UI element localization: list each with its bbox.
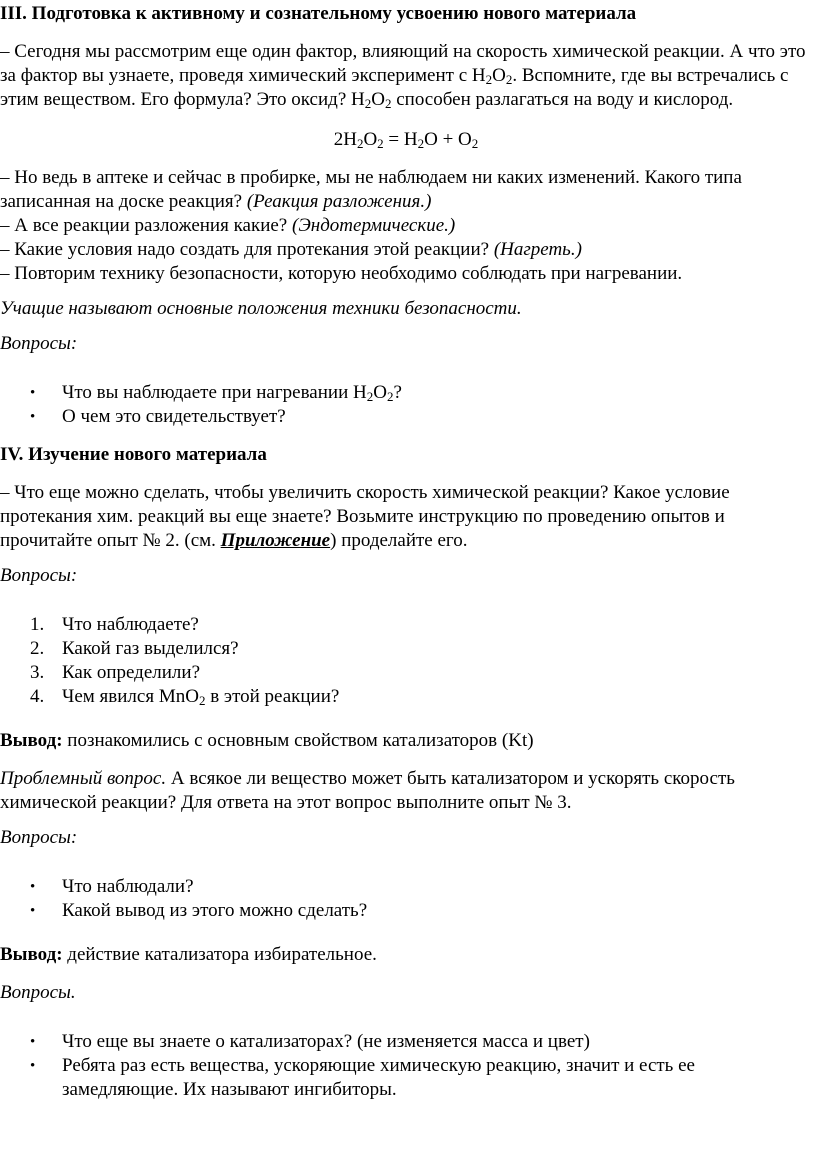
equation-part: O + O — [424, 129, 472, 150]
intro-text: – Что еще можно сделать, чтобы увеличить скорость химической реакции? Какое условие протекания хим. реакций вы еще знаете? Возьмите инструкцию по проведению опытов и прочитайте опыт № 2. (см. — [0, 482, 730, 551]
subscript: 2 — [198, 693, 206, 708]
problem-question — [0, 767, 812, 815]
questions-label: Вопросы. — [0, 982, 76, 1003]
list-item: • Какой вывод из этого можно сделать? — [62, 899, 812, 923]
dialogue-answer: (Нагреть.) — [493, 239, 582, 260]
dialogue-text: – Какие условия надо создать для протекания этой реакции? — [0, 239, 494, 260]
problem-label: Проблемный вопрос. — [0, 768, 167, 789]
list-item: • Что наблюдали? — [62, 875, 812, 899]
subscript: 2 — [485, 72, 493, 87]
questions-list — [0, 381, 812, 429]
dialogue-line — [0, 238, 812, 262]
subscript: 2 — [417, 136, 425, 151]
conclusion-1 — [0, 729, 812, 753]
dialogue-line — [0, 166, 812, 214]
reaction-equation — [0, 128, 812, 152]
subscript: 2 — [356, 136, 364, 151]
section-3-heading: III. Подготовка к активному и сознательному усвоению нового материала — [0, 3, 637, 24]
conclusion-label: Вывод: — [0, 730, 63, 751]
conclusion-label: Вывод: — [0, 944, 63, 965]
subscript: 2 — [364, 96, 372, 111]
item-text: Какой газ выделился? — [62, 638, 239, 659]
item-number: 4. — [30, 686, 45, 707]
questions-label: Вопросы: — [0, 827, 78, 848]
intro-text-2: O — [492, 65, 506, 86]
subscript: 2 — [505, 72, 513, 87]
questions-label: Вопросы: — [0, 333, 78, 354]
equation-part: = H — [383, 129, 418, 150]
section-4-intro — [0, 481, 812, 553]
dialogue-line — [0, 262, 812, 286]
intro-text-5: способен разлагаться на воду и кислород. — [391, 89, 734, 110]
item-text: ? — [393, 382, 402, 403]
equation-part: O — [363, 129, 378, 150]
section-3-intro — [0, 40, 812, 112]
dialogue-block — [0, 166, 812, 286]
item-text: Как определили? — [62, 662, 201, 683]
section-4-heading: IV. Изучение нового материала — [0, 444, 267, 465]
subscript: 2 — [386, 389, 394, 404]
subscript: 2 — [366, 389, 374, 404]
dialogue-text: – Повторим технику безопасности, которую необходимо соблюдать при нагревании. — [0, 263, 683, 284]
item-text: в этой реакции? — [205, 686, 340, 707]
intro-text-4: O — [371, 89, 385, 110]
item-text: Что вы наблюдаете при нагревании H — [62, 382, 367, 403]
item-text: O — [373, 382, 387, 403]
list-item — [30, 637, 812, 661]
list-item — [30, 613, 812, 637]
problem-text: А всякое ли вещество может быть катализатором и ускорять скорость химической реакции? Для ответа на этот вопрос выполните опыт № 3. — [0, 768, 735, 813]
questions-label: Вопросы: — [0, 565, 78, 586]
list-item: • О чем это свидетельствует? — [62, 405, 812, 429]
dialogue-answer: (Реакция разложения.) — [246, 191, 432, 212]
list-item — [30, 685, 812, 709]
questions-list — [0, 1030, 812, 1102]
item-text: Чем явился MnO — [62, 686, 199, 707]
appendix-link[interactable]: Приложение — [220, 530, 331, 551]
intro-text-3: . Вспомните, где вы встречались с этим веществом. Его формула? Это оксид? H — [0, 65, 789, 110]
dialogue-answer: (Эндотермические.) — [292, 215, 456, 236]
intro-text-1: – Сегодня мы рассмотрим еще один фактор, влияющий на скорость химической реакции. А что это за фактор вы узнаете, проведя химический эксперимент с H — [0, 41, 806, 86]
item-text: Что наблюдаете? — [62, 614, 199, 635]
item-number: 3. — [30, 662, 45, 683]
list-item — [30, 661, 812, 685]
list-item: • Что еще вы знаете о катализаторах? (не изменяется масса и цвет) — [62, 1030, 812, 1054]
dialogue-text: – Но ведь в аптеке и сейчас в пробирке, мы не наблюдаем ни каких изменений. Какого типа записанная на доске реакция? — [0, 167, 742, 212]
conclusion-text: действие катализатора избирательное. — [62, 944, 377, 965]
intro-text: ) проделайте его. — [330, 530, 468, 551]
subscript: 2 — [471, 136, 479, 151]
questions-list — [0, 875, 812, 923]
students-note: Учащие называют основные положения техники безопасности. — [0, 298, 522, 319]
list-item: • Ребята раз есть вещества, ускоряющие химическую реакцию, значит и есть ее замедляющие. Их называют ингибиторы. — [62, 1054, 812, 1102]
dialogue-line — [0, 214, 812, 238]
list-item — [62, 381, 812, 405]
conclusion-2 — [0, 943, 812, 967]
conclusion-text: познакомились с основным свойством катализаторов (Kt) — [62, 730, 534, 751]
item-number: 1. — [30, 614, 45, 635]
subscript: 2 — [377, 136, 384, 151]
subscript: 2 — [384, 96, 392, 111]
item-number: 2. — [30, 638, 45, 659]
numbered-questions-list — [0, 613, 812, 709]
equation-part: 2H — [333, 129, 357, 150]
dialogue-text: – А все реакции разложения какие? — [0, 215, 292, 236]
